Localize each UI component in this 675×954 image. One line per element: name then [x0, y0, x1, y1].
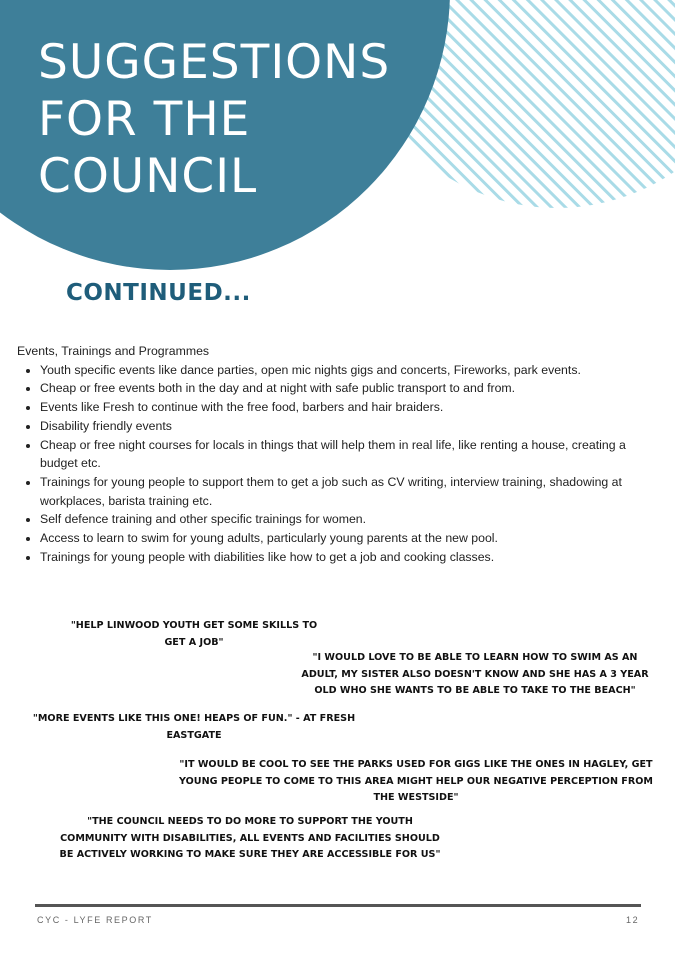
list-item: • Events like Fresh to continue with the free food, barbers and hair braiders.: [40, 398, 662, 417]
footer-report-name: CYC - LYFE REPORT: [37, 915, 153, 925]
quote: "MORE EVENTS LIKE THIS ONE! HEAPS OF FUN." - AT FRESH EASTGATE: [32, 713, 356, 741]
page-title: SUGGESTIONS FOR THE COUNCIL: [38, 35, 391, 204]
suggestion-list: [17, 361, 662, 567]
quote: "IT WOULD BE COOL TO SEE THE PARKS USED FOR GIGS LIKE THE ONES IN HAGLEY, GET YOUNG PEOPLE TO COME TO THIS AREA MIGHT HELP OUR NEGATIVE PERCEPTION FROM THE WESTSIDE": [179, 759, 653, 803]
list-item: • Cheap or free events both in the day and at night with safe public transport to and from.: [40, 379, 662, 398]
list-item: • Cheap or free night courses for locals in things that will help them in real life, like renting a house, creating a budget etc.: [40, 436, 662, 473]
footer-divider: [35, 904, 641, 907]
page-number: 12: [626, 915, 640, 925]
section-heading: Events, Trainings and Programmes: [17, 344, 210, 358]
list-item: • Access to learn to swim for young adults, particularly young parents at the new pool.: [40, 529, 662, 548]
list-item: • Trainings for young people with diabilities like how to get a job and cooking classes.: [40, 548, 662, 567]
list-item: • Disability friendly events: [40, 417, 662, 436]
list-item: • Self defence training and other specific trainings for women.: [40, 510, 662, 529]
quote: "HELP LINWOOD YOUTH GET SOME SKILLS TO GET A JOB": [70, 620, 318, 648]
list-item: • Trainings for young people to support them to get a job such as CV writing, interview training, shadowing at workplaces, barista training etc.: [40, 473, 662, 510]
quote: "THE COUNCIL NEEDS TO DO MORE TO SUPPORT THE YOUTH COMMUNITY WITH DISABILITIES, ALL EVENTS AND FACILITIES SHOULD BE ACTIVELY WORKING TO MAKE SURE THEY ARE ACCESSIBLE FOR US": [59, 816, 441, 860]
events-section: [17, 342, 662, 566]
quote: "I WOULD LOVE TO BE ABLE TO LEARN HOW TO SWIM AS AN ADULT, MY SISTER ALSO DOESN'T KNOW AND SHE HAS A 3 YEAR OLD WHO SHE WANTS TO BE ABLE TO TAKE TO THE BEACH": [301, 652, 649, 696]
list-item: • Youth specific events like dance parties, open mic nights gigs and concerts, Fireworks, park events.: [40, 361, 662, 380]
page-subtitle: CONTINUED...: [66, 280, 251, 306]
